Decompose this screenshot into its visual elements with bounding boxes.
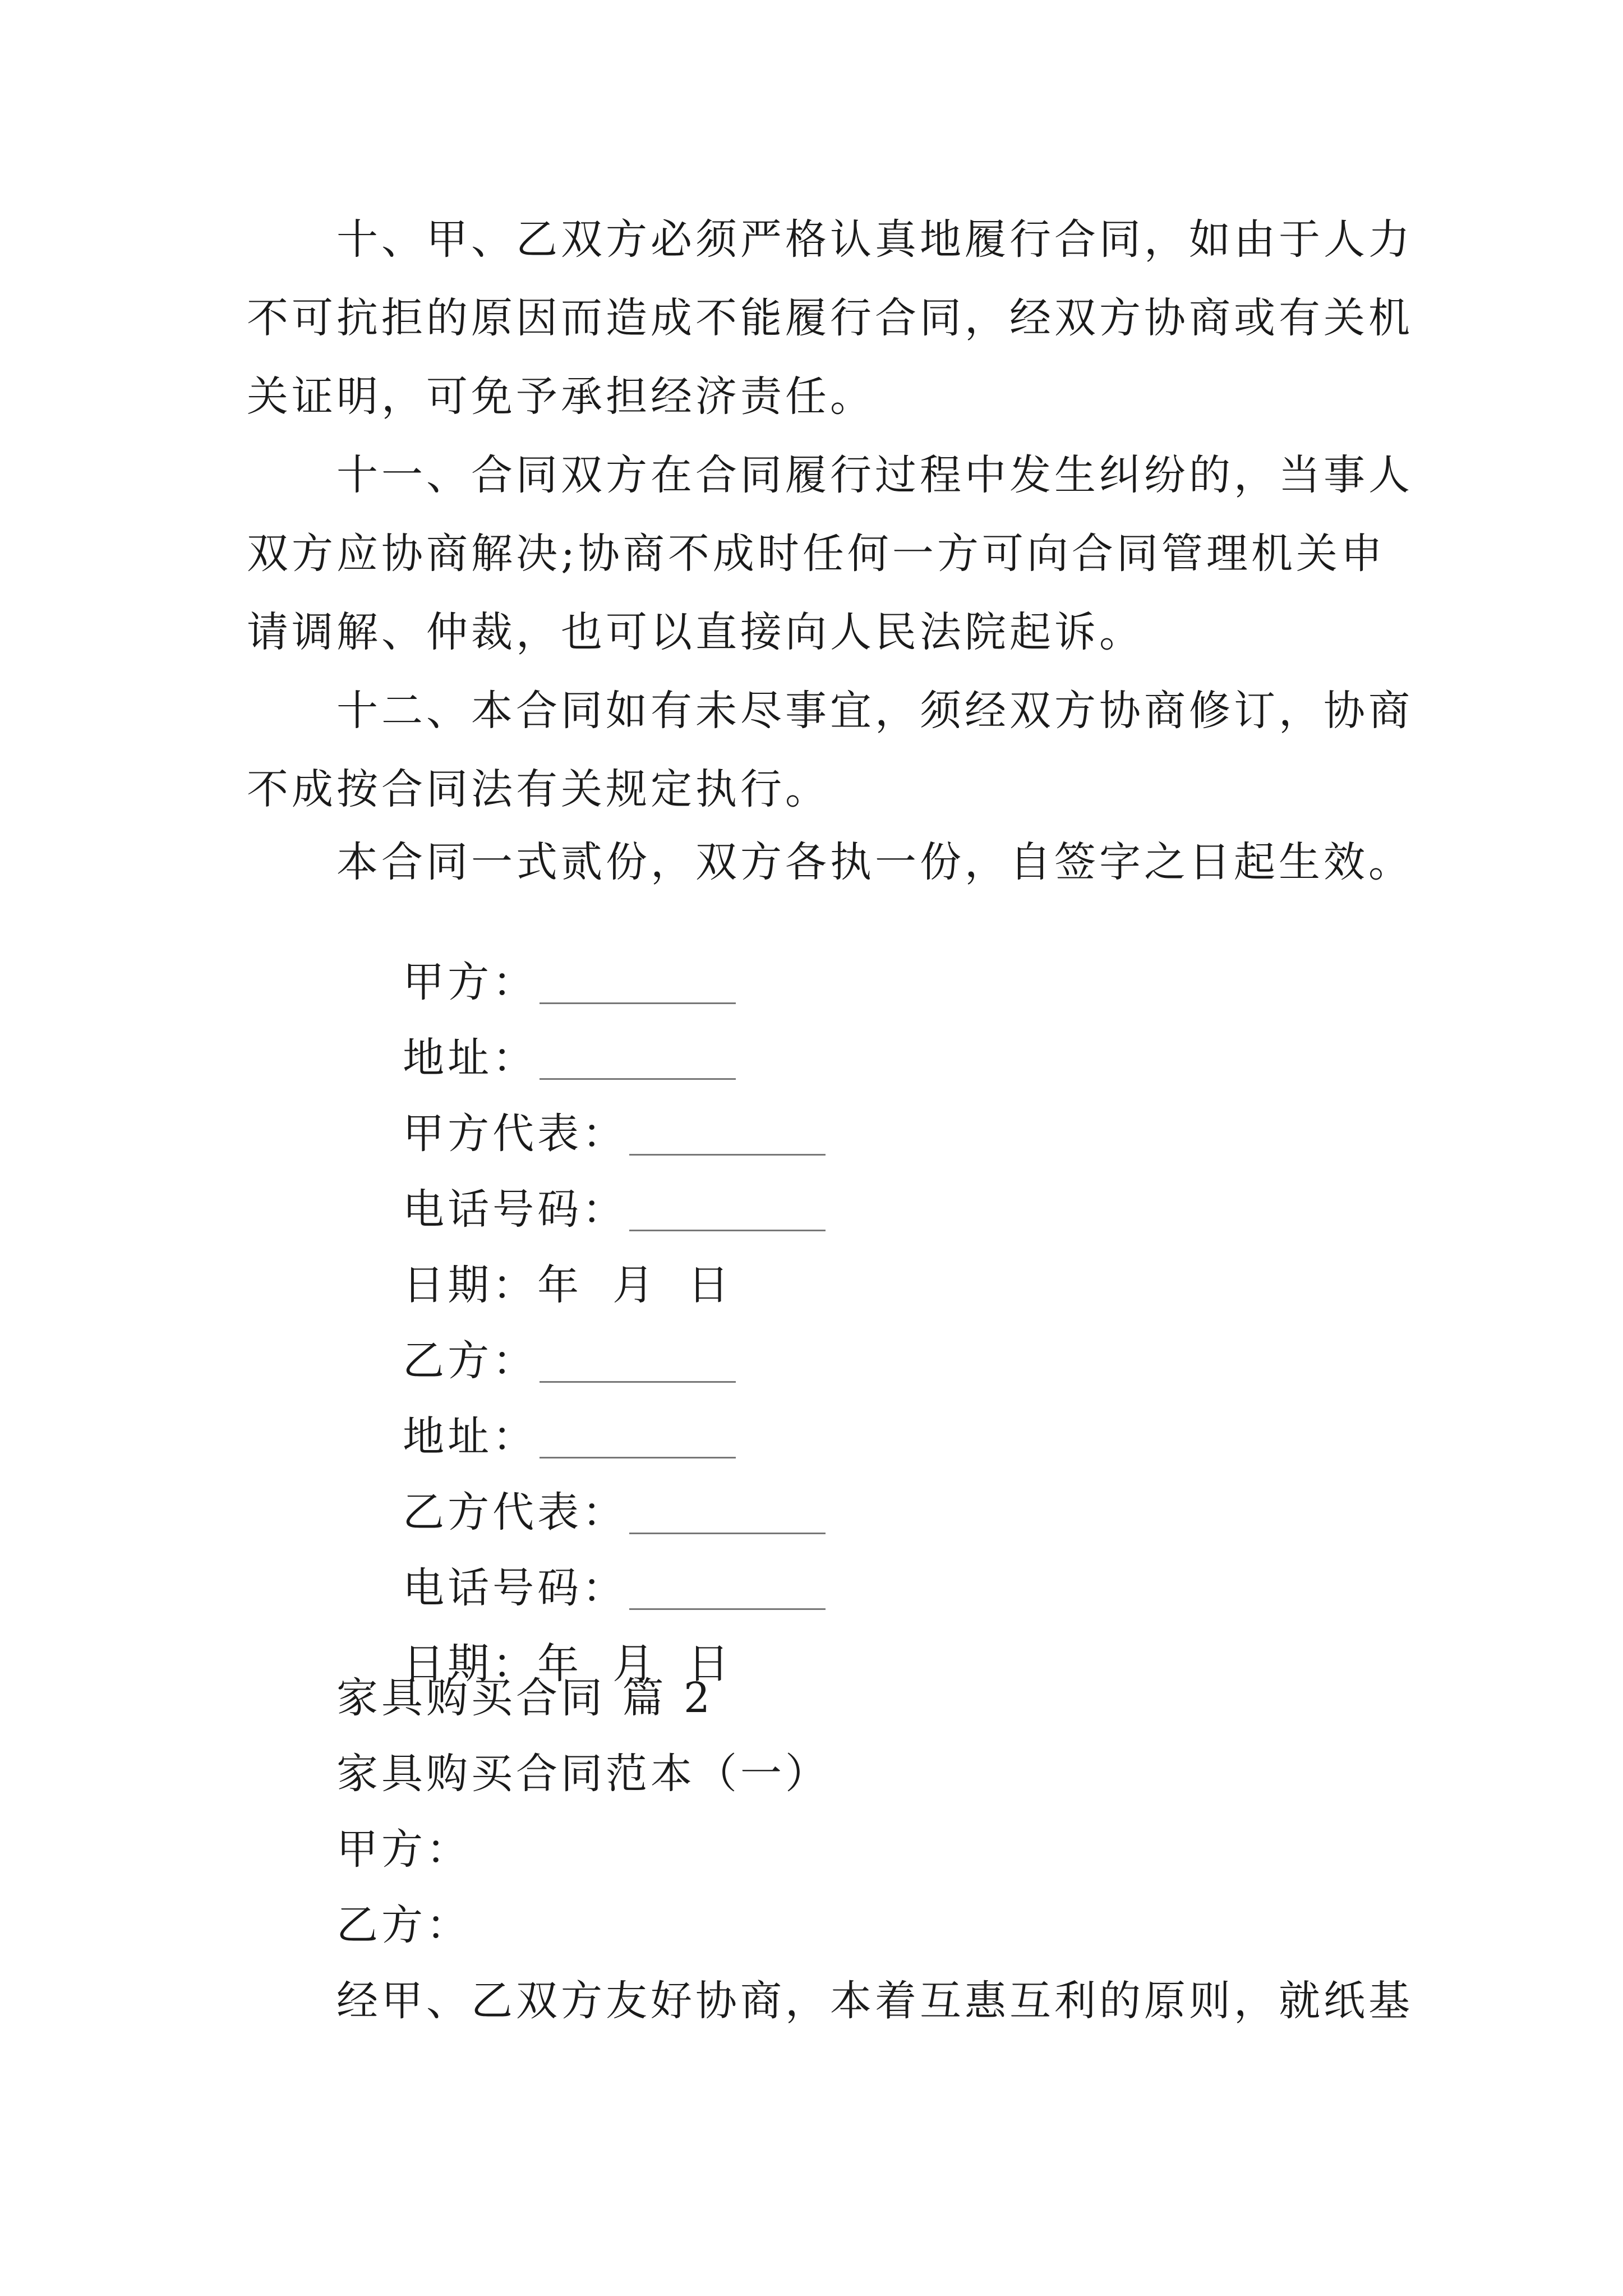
copies-statement: 本合同一式贰份，双方各执一份，自签字之日起生效。 bbox=[336, 838, 1413, 886]
section-2-heading: 家具购买合同 篇 2 bbox=[336, 1674, 714, 1722]
party-a-year: 年 bbox=[537, 1261, 583, 1309]
clause-11-line-3: 请调解、仲裁，也可以直接向人民法院起诉。 bbox=[247, 608, 1144, 656]
party-b-phone-label: 电话号码： bbox=[403, 1564, 628, 1612]
party-b-date-label: 日期： bbox=[403, 1640, 538, 1688]
party-b-year: 年 bbox=[537, 1640, 583, 1688]
clause-11-line-1: 十一、合同双方在合同履行过程中发生纠纷的，当事人 bbox=[336, 451, 1413, 499]
clause-12-line-1: 十二、本合同如有未尽事宜，须经双方协商修订，协商 bbox=[336, 687, 1413, 735]
clause-11-line-2: 双方应协商解决;协商不成时任何一方可向合同管理机关申 bbox=[247, 530, 1386, 578]
clause-12-line-2: 不成按合同法有关规定执行。 bbox=[247, 765, 830, 813]
party-a-date-label: 日期： bbox=[403, 1261, 538, 1309]
clause-10-line-2: 不可抗拒的原因而造成不能履行合同，经双方协商或有关机 bbox=[247, 294, 1413, 342]
clause-10-line-3: 关证明，可免予承担经济责任。 bbox=[247, 372, 875, 421]
party-a-label: 甲方： bbox=[403, 958, 538, 1006]
party-a-day: 日 bbox=[688, 1261, 733, 1309]
party-b-address-label: 地址： bbox=[403, 1412, 538, 1461]
party-b-label: 乙方： bbox=[403, 1337, 538, 1385]
party-a-address-label: 地址： bbox=[403, 1034, 538, 1082]
party-a-phone-label: 电话号码： bbox=[403, 1185, 628, 1234]
party-a-month: 月 bbox=[612, 1261, 658, 1309]
party-b-day: 日 bbox=[688, 1640, 733, 1688]
party-b-month: 月 bbox=[612, 1640, 658, 1688]
section-2-party-a: 甲方： bbox=[336, 1825, 471, 1874]
party-a-rep-label: 甲方代表： bbox=[403, 1110, 628, 1158]
section-2-party-b: 乙方： bbox=[336, 1901, 471, 1949]
section-2-intro: 经甲、乙双方友好协商，本着互惠互利的原则，就纸基 bbox=[336, 1977, 1413, 2025]
section-2-subheading: 家具购买合同范本（一） bbox=[336, 1750, 830, 1798]
party-b-rep-label: 乙方代表： bbox=[403, 1488, 628, 1536]
clause-10-line-1: 十、甲、乙双方必须严格认真地履行合同，如由于人力 bbox=[336, 215, 1413, 264]
